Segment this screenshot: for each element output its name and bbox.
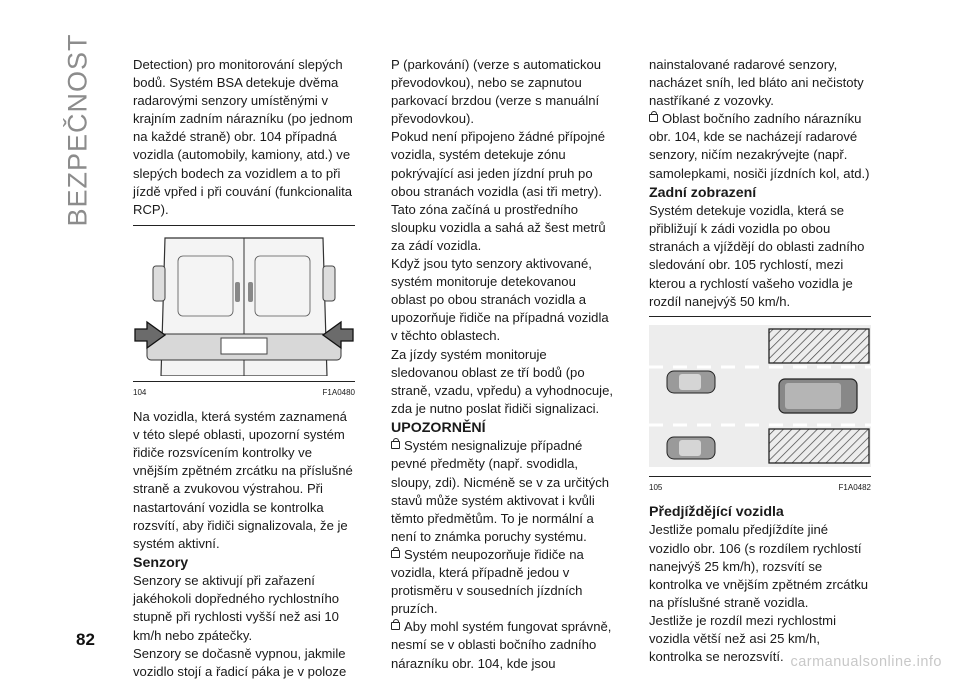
column-3 [649, 56, 871, 666]
bullet-icon [649, 114, 658, 122]
paragraph: Jestliže je rozdíl mezi rychlostmi vozidla větší než asi 25 km/h, kontrolka se nerozsvítí. [649, 612, 836, 665]
bullet-icon [391, 441, 400, 449]
figure-number: 104 [133, 387, 147, 397]
paragraph: Senzory se dočasně vypnou, jakmile vozidlo stojí a řadicí páka je v poloze [133, 645, 347, 679]
bullet-icon [391, 622, 400, 630]
paragraph: Systém detekuje vozidla, která se přibližují k zádi vozidla po obou stranách a vjíždějí do oblasti zadního sledování obr. 105 rychlostí, mezi kterou a rychlostí vašeho vozidla je rozdíl nanejvýš 50 km/h. [649, 203, 865, 309]
paragraph: Detection) pro monitorování slepých bodů. Systém BSA detekuje dvěma radarovými senzory umístěnými v krajním zadním nárazníku (po jednom na každé straně) obr. 104 případná vozidla (automobily, kamiony, atd.) ve slepých bodech za vozidlem a to při jízdě vpřed i při couvání (funkcionalita RCP). [133, 57, 353, 217]
figure-105 [649, 316, 871, 497]
figure-code: F1A0480 [322, 387, 355, 397]
paragraph: Jestliže pomalu předjíždíte jiné vozidlo obr. 106 (s rozdílem rychlostí nanejvýš 25 km/h), rozsvítí se kontrolka ve vnějším zpětném zrcátku na příslušné straně vozidla. [649, 522, 869, 610]
page-number: 82 [76, 630, 95, 649]
warning-item: Systém neupozorňuje řidiče na vozidla, která případně jedou v protisměru v sousedních jízdních pruzích. [391, 546, 584, 617]
warning-item: Oblast bočního zadního nárazníku obr. 104, kde se nacházejí radarové senzory, ničím nezakrývejte (např. samolepkami, nosiči jízdních kol, atd.) [649, 111, 870, 181]
paragraph: nainstalované radarové senzory, nacházet sníh, led bláto ani nečistoty nastříkané z vozovky. [649, 57, 864, 109]
paragraph: Senzory se aktivují při zařazení jakéhokoli dopředného rychlostního stupně při rychlosti vyšší než asi 10 km/h nebo zpátečky. [133, 573, 340, 643]
warning-item: Systém nesignalizuje případné pevné předměty (např. svodidla, sloupy, zdi). Nicméně se v za určitých stavů může systém aktivovat i kvůli těmto předmětům. To je normální a není to známka poruchy systému. [391, 438, 610, 544]
heading-rear-view: Zadní zobrazení [649, 184, 757, 201]
rear-detection-illustration [649, 317, 871, 471]
paragraph: Pokud není připojeno žádné přípojné vozidla, systém detekuje zónu pokrývající asi jeden jízdní pruh po obou stranách vozidla (asi tři metry). [391, 129, 606, 199]
heading-sensors: Senzory [133, 554, 189, 571]
column-2 [391, 56, 613, 673]
column-1 [133, 56, 355, 681]
paragraph: P (parkování) (verze s automatickou převodovkou), nebo se zapnutou parkovací brzdou (verze s manuální převodovkou). [391, 57, 602, 127]
paragraph: Za jízdy systém monitoruje sledovanou oblast ze tří bodů (po straně, vzadu, vpředu) a vyhodnocuje, zda je nutno poslat řidiči signalizaci. [391, 346, 613, 416]
figure-104 [133, 225, 355, 402]
figure-number: 105 [649, 482, 663, 492]
figure-code: F1A0482 [838, 482, 871, 492]
warning-item: Aby mohl systém fungovat správně, nesmí se v oblasti bočního zadního nárazníku obr. 104, kde jsou [391, 619, 612, 671]
paragraph: Na vozidla, která systém zaznamená v této slepé oblasti, upozorní systém řidiče rozsvícením kontrolky ve vnějším zpětném zrcátku na příslušné straně a zvukovou výstrahou. Při nastartování vozidla se kontrolka rozsvítí, aby řidiči signalizovala, že je systém aktivní. [133, 409, 353, 551]
paragraph: Když jsou tyto senzory aktivované, systém monitoruje detekovanou oblast po obou stranách vozidla a upozorňuje řidiče na případná vozidla v těchto oblastech. [391, 256, 609, 344]
section-title: BEZPEČNOST [62, 33, 93, 227]
paragraph: Tato zóna začíná u prostředního sloupku vozidla a sahá až šest metrů za zádí vozidla. [391, 201, 606, 253]
bullet-icon [391, 550, 400, 558]
heading-overtaking: Předjíždějící vozidla [649, 503, 784, 520]
heading-warning: UPOZORNĚNÍ [391, 419, 486, 436]
van-rear-illustration [133, 226, 355, 376]
